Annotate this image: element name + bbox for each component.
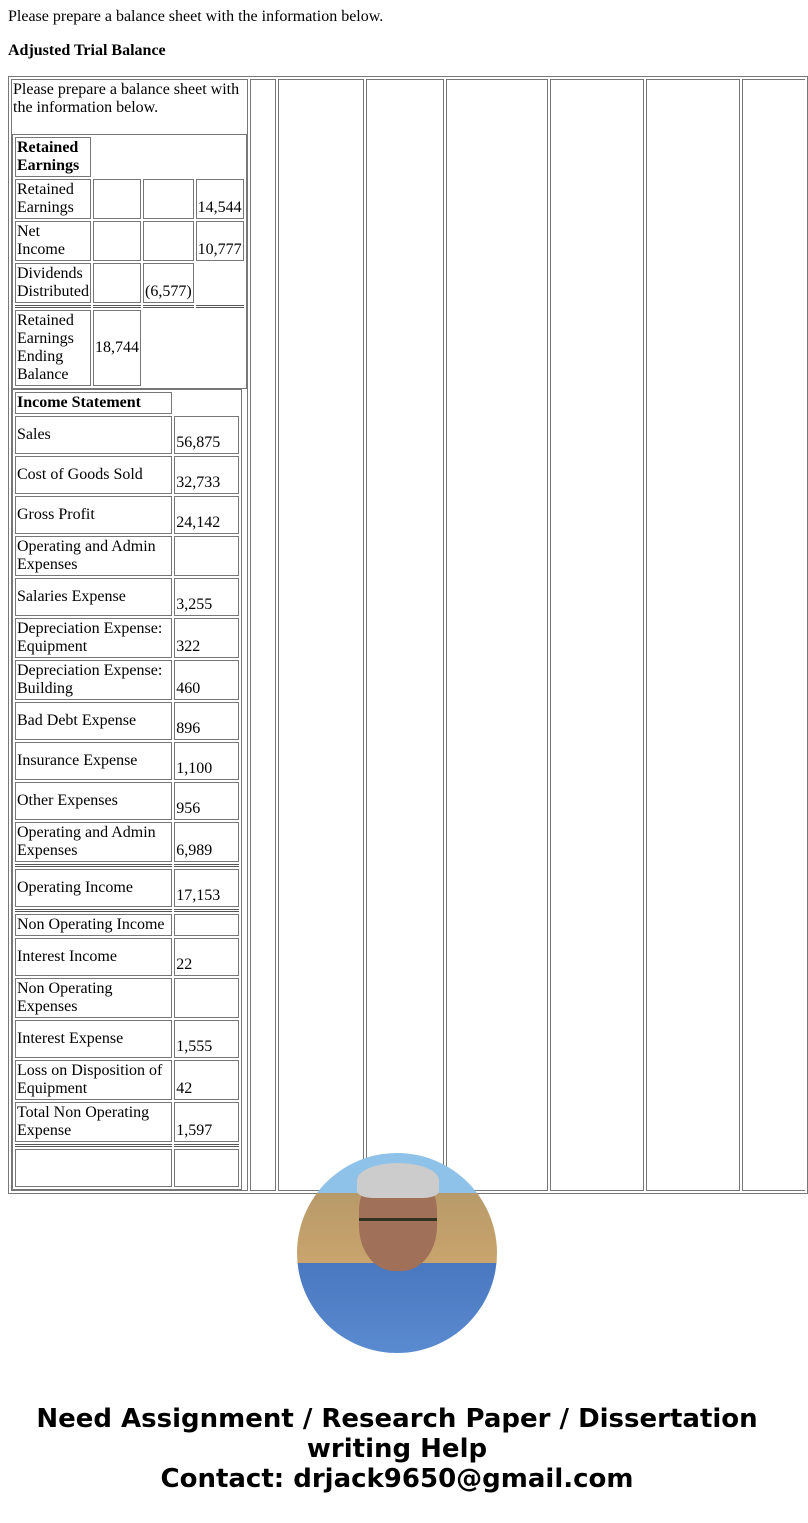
- table-row: [15, 660, 239, 700]
- table-row: [15, 263, 244, 303]
- retained-earnings-table: [12, 134, 247, 389]
- is-title: Income Statement: [15, 392, 172, 414]
- trial-balance-container: [8, 76, 794, 1139]
- re-label: Net Income: [15, 221, 91, 261]
- section-heading: Adjusted Trial Balance: [8, 42, 166, 59]
- is-label: Salaries Expense: [15, 578, 172, 616]
- is-value: 1,555: [174, 1020, 239, 1058]
- table-row: [15, 1102, 239, 1142]
- table-row: [15, 742, 239, 780]
- re-value: 14,544: [196, 179, 244, 219]
- cta-line3: Contact: drjack9650@gmail.com: [160, 1464, 634, 1494]
- cell-intro: Please prepare a balance sheet with the information below.: [13, 81, 240, 116]
- is-label: Operating and Admin Expenses: [15, 822, 172, 862]
- is-value: 1,100: [174, 742, 239, 780]
- table-row: [15, 914, 239, 936]
- is-value: [174, 536, 239, 576]
- is-value: 32,733: [174, 456, 239, 494]
- is-label: Depreciation Expense: Equipment: [15, 618, 172, 658]
- table-row: [15, 310, 244, 386]
- is-value: 22: [174, 938, 239, 976]
- is-value: 6,989: [174, 822, 239, 862]
- author-photo: [297, 1153, 497, 1353]
- is-label: Interest Income: [15, 938, 172, 976]
- income-statement-table: [12, 389, 242, 1190]
- contact-banner: [0, 1404, 794, 1494]
- re-value: 10,777: [196, 221, 244, 261]
- table-row: [15, 416, 239, 454]
- cta-line1: Need Assignment / Research Paper / Dissertation: [36, 1404, 758, 1434]
- table-row: [15, 938, 239, 976]
- table-row: [15, 578, 239, 616]
- table-row: [15, 978, 239, 1018]
- re-ending-value: 18,744: [93, 310, 141, 386]
- is-value: 3,255: [174, 578, 239, 616]
- re-title: Retained Earnings: [15, 137, 91, 177]
- is-value: 460: [174, 660, 239, 700]
- table-row: [15, 221, 244, 261]
- table-row: [15, 1020, 239, 1058]
- is-value: 1,597: [174, 1102, 239, 1142]
- table-row: [15, 179, 244, 219]
- table-row: [15, 702, 239, 740]
- table-row: [15, 496, 239, 534]
- is-value: 42: [174, 1060, 239, 1100]
- table-row: [15, 618, 239, 658]
- is-label: Cost of Goods Sold: [15, 456, 172, 494]
- is-label: Other Expenses: [15, 782, 172, 820]
- is-label: Sales: [15, 416, 172, 454]
- is-value: 896: [174, 702, 239, 740]
- is-value: 56,875: [174, 416, 239, 454]
- is-label: Loss on Disposition of Equipment: [15, 1060, 172, 1100]
- is-label: Depreciation Expense: Building: [15, 660, 172, 700]
- is-value: [174, 978, 239, 1018]
- is-value: 17,153: [174, 869, 239, 907]
- table-row: [15, 869, 239, 907]
- main-cell: [11, 79, 248, 1191]
- re-label: Retained Earnings: [15, 179, 91, 219]
- is-label: Insurance Expense: [15, 742, 172, 780]
- is-label: Gross Profit: [15, 496, 172, 534]
- intro-text: Please prepare a balance sheet with the information below.: [8, 8, 384, 25]
- is-value: 24,142: [174, 496, 239, 534]
- trial-balance-table: [8, 76, 808, 1194]
- cta-line2: writing Help: [306, 1434, 488, 1464]
- is-label: Non Operating Expenses: [15, 978, 172, 1018]
- is-value: 322: [174, 618, 239, 658]
- re-label: Dividends Distributed: [15, 263, 91, 303]
- table-row: [15, 536, 239, 576]
- is-label: Interest Expense: [15, 1020, 172, 1058]
- is-label: Operating and Admin Expenses: [15, 536, 172, 576]
- glasses-icon: [359, 1218, 437, 1239]
- table-row: [15, 822, 239, 862]
- is-label: Non Operating Income: [15, 914, 172, 936]
- is-value: 956: [174, 782, 239, 820]
- re-ending-label: Retained Earnings Ending Balance: [15, 310, 91, 386]
- is-value: [174, 914, 239, 936]
- is-label: Total Non Operating Expense: [15, 1102, 172, 1142]
- is-label: Operating Income: [15, 869, 172, 907]
- table-row: [15, 1060, 239, 1100]
- table-row: [15, 782, 239, 820]
- re-value: (6,577): [143, 263, 194, 303]
- table-row: [15, 456, 239, 494]
- is-label: Bad Debt Expense: [15, 702, 172, 740]
